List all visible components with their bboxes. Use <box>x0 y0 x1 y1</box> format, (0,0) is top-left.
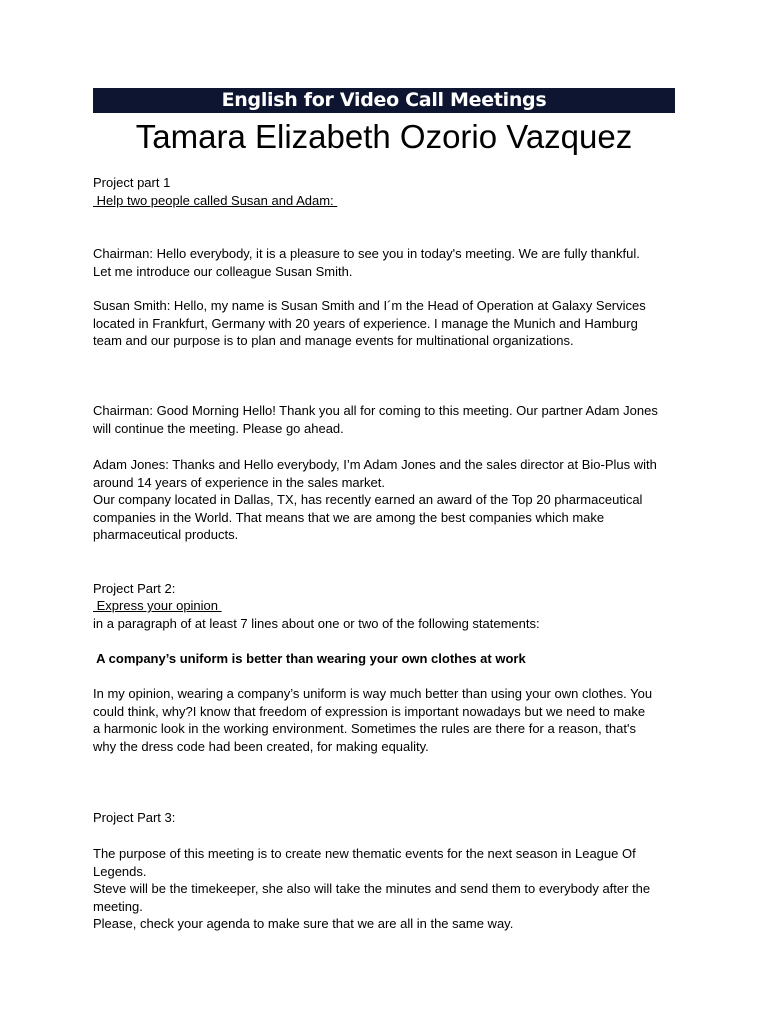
part1-instruction: Help two people called Susan and Adam: <box>93 193 338 208</box>
susan-smith-paragraph: Susan Smith: Hello, my name is Susan Smith and I´m the Head of Operation at Galaxy Services located in Frankfurt, Germany with 20 years of experience. I manage the Munich and Hamburg team and our purpose is to plan and manage events for multinational organizations. <box>93 298 646 348</box>
part2-opinion-paragraph: In my opinion, wearing a company’s uniform is way much better than using your own clothes. You could think, why?I know that freedom of expression is important nowadays but we need to make a harmonic look in the working environment. Sometimes the rules are there for a reason, that's why the dress code had been created, for making equality. <box>93 686 653 754</box>
part1-instruction-line <box>93 192 683 210</box>
adam-jones-paragraph: Adam Jones: Thanks and Hello everybody, I’m Adam Jones and the sales director at Bio-Plus with around 14 years of experience in the sales market. Our company located in Dallas, TX, has recently earned an award of the Top 20 pharmaceutical companies in the World. That means that we are among the best companies which make pharmaceutical products. <box>93 457 657 542</box>
chairman-intro-paragraph: Chairman: Hello everybody, it is a pleasure to see you in today's meeting. We are fully thankful. Let me introduce our colleague Susan Smith. <box>93 246 640 279</box>
part3-paragraph: The purpose of this meeting is to create new thematic events for the next season in League Of Legends. Steve will be the timekeeper, she also will take the minutes and send them to everybody after the meeting. Please, check your agenda to make sure that we are all in the same way. <box>93 846 651 931</box>
chairman-handover-paragraph: Chairman: Good Morning Hello! Thank you all for coming to this meeting. Our partner Adam Jones will continue the meeting. Please go ahead. <box>93 403 658 436</box>
course-title-banner: English for Video Call Meetings <box>93 88 675 113</box>
part2-instruction-line <box>93 597 683 615</box>
part2-instruction-cont: in a paragraph of at least 7 lines about one or two of the following statements: <box>93 616 540 631</box>
part2-statement: A company’s uniform is better than wearing your own clothes at work <box>93 651 526 666</box>
part3-label: Project Part 3: <box>93 810 176 825</box>
part1-label: Project part 1 <box>93 175 171 190</box>
part2-label: Project Part 2: <box>93 581 176 596</box>
student-name: Tamara Elizabeth Ozorio Vazquez <box>135 118 633 155</box>
part2-instruction: Express your opinion <box>93 598 222 613</box>
